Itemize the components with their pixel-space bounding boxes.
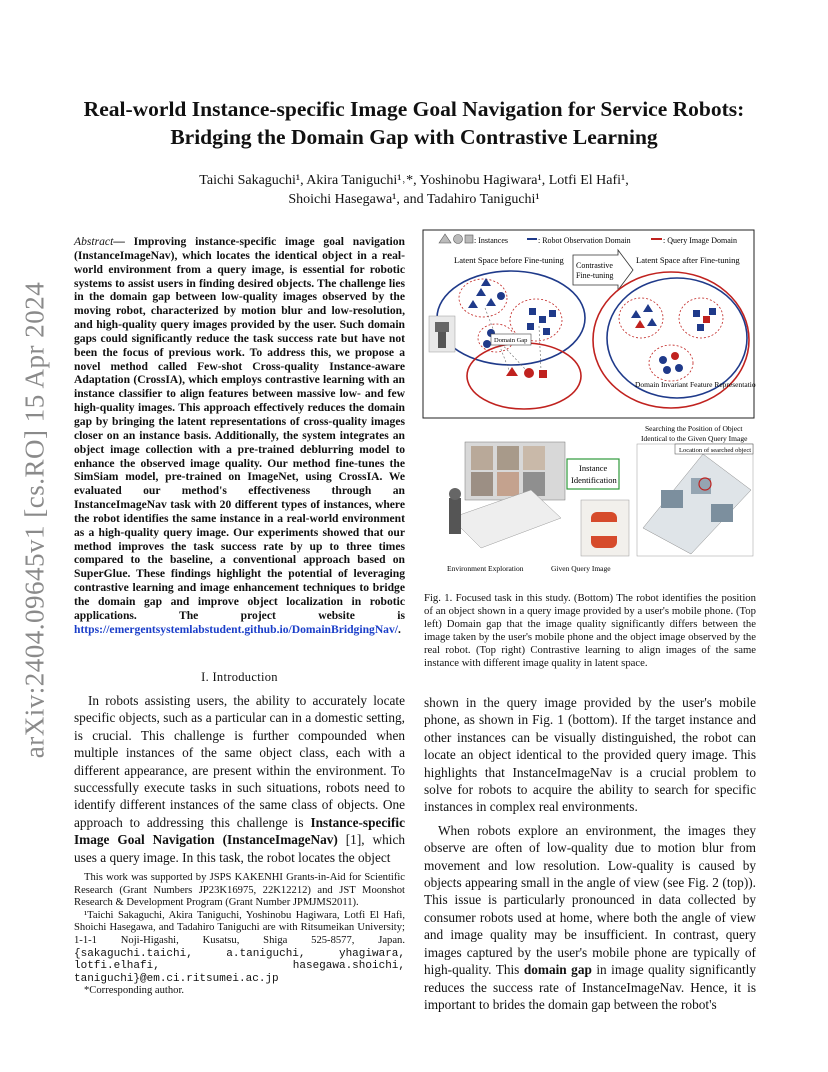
given-query-label: Given Query Image (551, 564, 611, 573)
section-heading-introduction: I. Introduction (201, 670, 278, 684)
authors-line-1: Taichi Sakaguchi¹, Akira Taniguchi¹˒*, Yoshinobu Hagiwara¹, Lotfi El Hafi¹, (199, 173, 629, 188)
footnote-funding: This work was supported by JSPS KAKENHI Grants-in-Aid for Scientific Research (Grant Numbers JP23K16975, 22K12212) and JST Moonshot Research & Development Program (Grant Number JPMJMS2011). (74, 872, 405, 909)
abstract (74, 235, 405, 636)
instance-label-1: Instance (579, 463, 608, 473)
title-line-1: Real-world Instance-specific Image Goal Navigation for Service Robots: (83, 97, 745, 121)
instance-identification-box (567, 459, 619, 489)
author-emails: {sakaguchi.taichi, a.taniguchi, yhagiwara, lotfi.elhafi, hasegawa.shoichi, taniguchi}@em.ci.ritsumei.ac.jp (74, 947, 405, 985)
author-list (100, 171, 728, 209)
right-column-text (424, 694, 756, 1013)
abstract-text: — Improving instance-specific image goal navigation (InstanceImageNav), which locates the identical object in a real-world environment from a query image, is essential for robotic systems to assist users in finding desired objects. The challenge lies in the domain gap between low-quality images observed by the moving robot, characterized by motion blur and low-resolution, and high-quality query images provided by the user. Such domain gaps could significantly reduce the task success rate but have not been the focus of previous work. To address this, we propose a novel method called Few-shot Cross-quality Instance-aware Adaptation (CrossIA), which employs contrastive learning with an instance classifier to align features between massive low- and few high-quality images. This approach effectively reduces the domain gap by bringing the latent representations of cross-quality images closer on an instance basis. Additionally, the system integrates an object image collection with a pre-trained deblurring model to enhance the observed image quality. Our method fine-tunes the SimSiam model, pre-trained on ImageNet, using CrossIA. We evaluated our method's effectiveness through an InstanceImageNav task with 20 different types of instances, where the robot identifies the same instance in a real-world environment as a high-quality query image. Our experiments showed that our method improves the task success rate by up to three times compared to the baseline, a conventional approach based on SuperGlue. These findings highlight the potential of leveraging contrastive learning and image enhancement techniques to bridge the domain gap and improve object localization in robotic applications. The project website is (74, 235, 405, 622)
intro-paragraph-1 (74, 692, 405, 866)
circle-legend-icon (454, 235, 463, 244)
figure-1-illustration (421, 228, 756, 580)
right-paragraph-1: shown in the query image provided by the user's mobile phone, as shown in Fig. 1 (bottom). If the target instance and other instances can be visually distinguished, the robot can locate an object identical to the provided query image. This highlights that InstanceImageNav is a crucial problem to solve for robots to acquire the ability to search for specific instances in complex real environments. (424, 695, 756, 815)
abstract-end: . (398, 622, 401, 636)
square-legend-icon (465, 235, 473, 243)
footnote-corresponding: *Corresponding author. (84, 985, 185, 997)
robot-photo (429, 316, 455, 352)
environment-map (429, 442, 575, 552)
authors-line-2: Shoichi Hasegawa¹, and Tadahiro Taniguchi¹ (288, 192, 540, 207)
legend-instances: : Instances (474, 236, 508, 245)
introduction-column (74, 692, 405, 866)
intro-text-a: In robots assisting users, the ability to accurately locate specific objects, such as a particular can in a domestic setting, is crucial. This challenge is further compounded when multiple instances of the same object class, each with a different appearance, are present within the environment. To successfully execute tasks in such situations, robots need to identify different instances of the same class of objects. One approach to addressing this challenge is (74, 693, 405, 830)
searching-label-1: Searching the Position of Object (645, 424, 743, 433)
intro-term-bold: Instance-specific Image Goal Navigation (InstanceImageNav) (74, 814, 405, 848)
title-line-2: Bridging the Domain Gap with Contrastive Learning (170, 125, 658, 149)
searched-object-view (637, 444, 753, 556)
paper-title (60, 95, 768, 151)
searching-label-2: Identical to the Given Query Image (641, 434, 748, 443)
env-exploration-label: Environment Exploration (447, 564, 524, 573)
affiliation-text: ¹Taichi Sakaguchi, Akira Taniguchi, Yoshinobu Hagiwara, Lotfi El Hafi, Shoichi Hasegawa, and Tadahiro Taniguchi are with Ritsumeikan University; 1-1-1 Noji-Higashi, Kusatsu, Shiga 525-8577, Japan. (74, 909, 405, 946)
right-p2-text-a: When robots explore an environment, the images they observe are often of low-quality due to motion blur from movement and low resolution. Low-quality is caused by objects appearing small in the angle of view (see Fig. 2 (top)). This issue is particularly pronounced in data collected by consumer robots used at home, where both the angle of view and image quality may be insufficient. In contrast, query images captured by the user's mobile phone are typically of high-quality. This (424, 822, 756, 978)
right-paragraph-2 (424, 822, 756, 1013)
figure-1 (421, 228, 756, 580)
latent-after-label: Latent Space after Fine-tuning (636, 255, 740, 265)
query-image (581, 500, 629, 556)
footnote-affiliation (74, 910, 405, 986)
legend-robot-domain: : Robot Observation Domain (538, 236, 631, 245)
invariant-label: Domain Invariant Feature Representation (635, 380, 756, 389)
domain-gap-label: Domain Gap (494, 337, 528, 344)
abstract-block (74, 235, 405, 636)
domain-gap-callout (491, 334, 531, 345)
legend (439, 234, 737, 245)
intro-text-c: [1], which uses a query image. In this task, the robot locates the object (74, 832, 405, 865)
contrastive-label-2: Fine-tuning (576, 271, 614, 280)
figure-1-caption: Fig. 1. Focused task in this study. (Bottom) The robot identifies the position of an object shown in a query image provided by a user's mobile phone. (Top left) Domain gap that the image quality significantly differs between the image taken by the user's mobile phone and the object image observed by the real robot. (Top right) Contrastive learning to align images of the same instance with different image quality in latent space. (424, 592, 756, 670)
location-label: Location of searched object (679, 447, 752, 454)
arxiv-sidebar (18, 280, 52, 760)
right-p2-text-c: in image quality significantly reduces the success rate of InstanceImageNav. Hence, it is important to brides the domain gap between the robot's (424, 962, 757, 1012)
domain-gap-term: domain gap (523, 962, 592, 978)
contrastive-label-1: Contrastive (576, 261, 613, 270)
project-website-link[interactable]: https://emergentsystemlabstudent.github.io/DomainBridgingNav/ (74, 622, 399, 636)
latent-before-label: Latent Space before Fine-tuning (454, 255, 564, 265)
instance-label-2: Identification (571, 475, 617, 485)
legend-query-domain: : Query Image Domain (663, 236, 737, 245)
footnotes (74, 872, 405, 998)
abstract-label: Abstract (74, 235, 114, 248)
arxiv-identifier: arXiv:2404.09645v1 [cs.RO] 15 Apr 2024 (19, 281, 50, 759)
